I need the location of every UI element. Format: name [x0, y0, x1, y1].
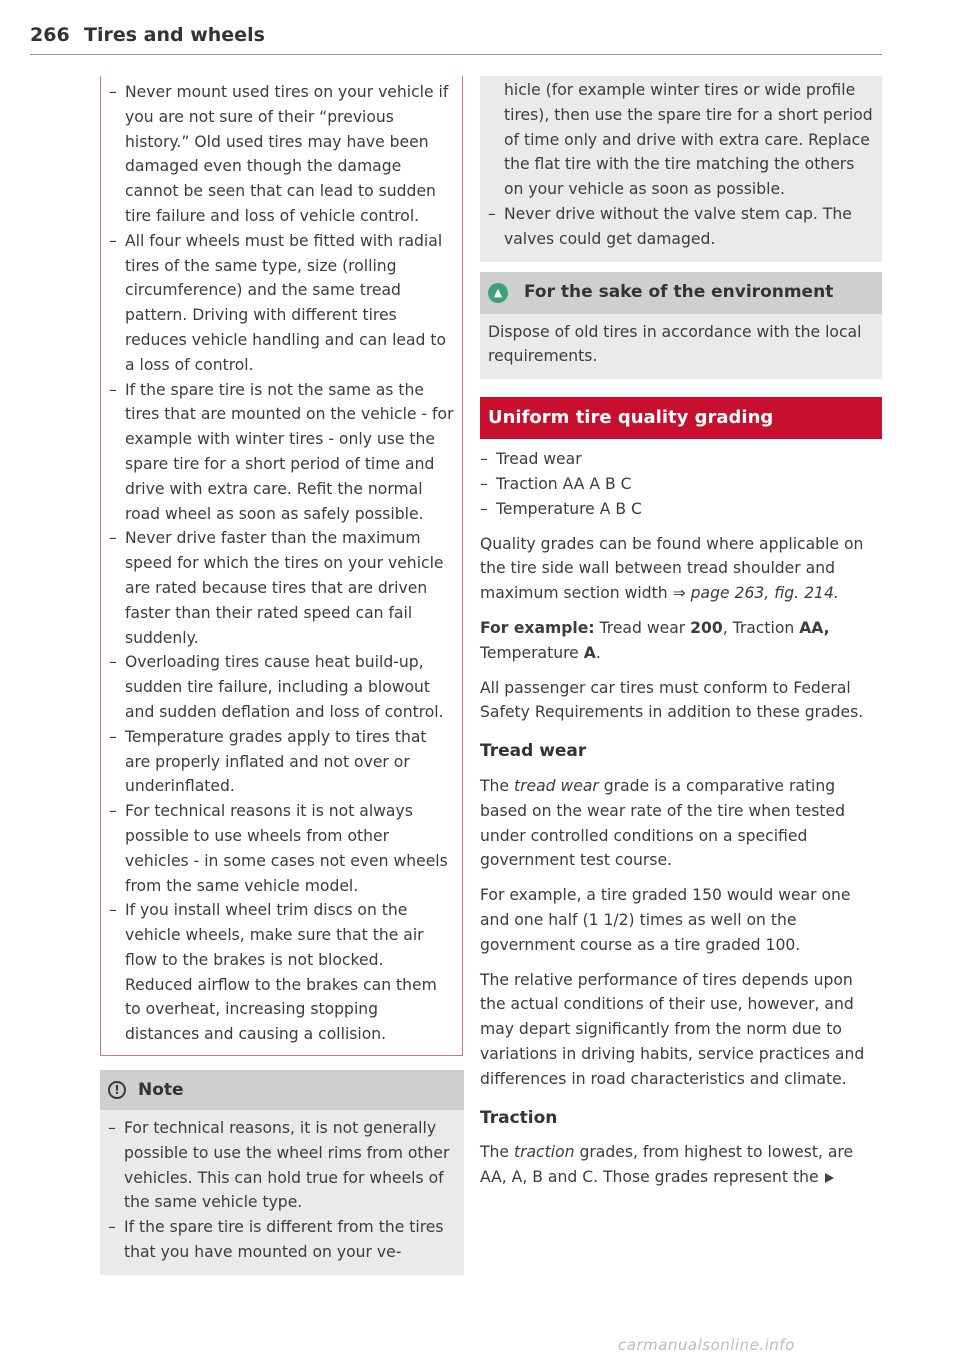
- list-item: – Never drive without the valve stem cap. The valves could get damaged.: [488, 202, 874, 252]
- traction-paragraph: [480, 1140, 882, 1190]
- tread-text: The: [480, 776, 514, 795]
- info-icon: !: [108, 1081, 126, 1099]
- note-header: [100, 1070, 464, 1110]
- quality-text: Quality grades can be found where applicable on the tire side wall between tread shoulder and maximum section width: [480, 534, 864, 603]
- federal-paragraph: All passenger car tires must conform to Federal Safety Requirements in addition to these grades.: [480, 678, 864, 722]
- list-item: – Temperature grades apply to tires that are properly inflated and not over or underinflated.: [109, 725, 454, 799]
- watermark: carmanualsonline.info: [618, 1336, 795, 1354]
- uniform-grading-heading: Uniform tire quality grading: [480, 397, 882, 439]
- note-list-continued: [488, 202, 874, 252]
- environment-leaf-icon: ▲: [488, 283, 508, 303]
- note-body: [100, 1110, 464, 1275]
- list-item: – If the spare tire is different from the tires that you have mounted on your ve-: [108, 1215, 456, 1265]
- list-item: – For technical reasons it is not always possible to use wheels from other vehicles - in some cases not even wheels from the same vehicle model.: [109, 799, 454, 898]
- environment-title: For the sake of the environment: [524, 282, 834, 303]
- right-column: [480, 76, 882, 1190]
- traction-text: grades, from highest to lowest, are AA, A, B and C. Those grades represent the: [480, 1143, 854, 1187]
- list-item: – Tread wear: [480, 447, 882, 472]
- list-item: – All four wheels must be fitted with radial tires of the same type, size (rolling circumference) and the same tread pattern. Driving with different tires reduces vehicle handling and can lead to a loss of control.: [109, 229, 454, 378]
- example-value: A: [583, 643, 596, 662]
- note-continuation: hicle (for example winter tires or wide profile tires), then use the spare tire for a short period of time only and drive with extra care. Replace the flat tire with the tire matching the others on your vehicle as soon as possible.: [504, 81, 873, 199]
- example-value: AA,: [799, 618, 830, 637]
- environment-body: [480, 314, 882, 380]
- note-list: [108, 1116, 456, 1265]
- example-text: Temperature: [480, 643, 584, 662]
- list-item: – Temperature A B C: [480, 497, 882, 522]
- example-text: .: [595, 643, 601, 662]
- example-text: Tread wear: [594, 618, 691, 637]
- tread-text: grade is a comparative rating based on the wear rate of the tire when tested under controlled conditions on a specified government test course.: [480, 776, 845, 870]
- grades-list: [480, 447, 882, 521]
- quality-paragraph: [480, 532, 882, 606]
- example-value: 200: [690, 618, 723, 637]
- warning-list: [109, 80, 454, 1047]
- tread-emphasis: tread wear: [513, 776, 599, 795]
- list-item: – If the spare tire is not the same as the tires that are mounted on the vehicle - for example with winter tires - only use the spare tire for a short period of time and drive with extra care. Refit the normal road wheel as soon as safely possible.: [109, 378, 454, 527]
- tread-paragraph-3: The relative performance of tires depends upon the actual conditions of their use, however, and may depart significantly from the norm due to variations in driving habits, service practices and differences in road characteristics and climate.: [480, 970, 865, 1088]
- page-number: 266: [30, 24, 70, 46]
- section-title: Tires and wheels: [84, 24, 265, 46]
- list-item: – Never drive faster than the maximum speed for which the tires on your vehicle are rated because tires that are driven faster than their rated speed can fail suddenly.: [109, 526, 454, 650]
- example-text: , Traction: [722, 618, 800, 637]
- list-item: – Never mount used tires on your vehicle if you are not sure of their “previous history.” Old used tires may have been damaged even though the damage cannot be seen that can lead to sudden tire failure and loss of vehicle control.: [109, 80, 454, 229]
- note-title: Note: [138, 1079, 184, 1100]
- tread-wear-heading: Tread wear: [480, 741, 587, 762]
- page-header: [30, 24, 882, 55]
- list-item: – For technical reasons, it is not generally possible to use the wheel rims from other vehicles. This can hold true for wheels of the same vehicle type.: [108, 1116, 456, 1215]
- traction-heading: Traction: [480, 1107, 558, 1128]
- tread-paragraph-2: For example, a tire graded 150 would wear one and one half (1 1/2) times as well on the government course as a tire graded 100.: [480, 886, 851, 954]
- warning-box: [100, 76, 463, 1056]
- list-item: – If you install wheel trim discs on the vehicle wheels, make sure that the air flow to the brakes is not blocked. Reduced airflow to the brakes can them to overheat, increasing stopping distances and causing a collision.: [109, 898, 454, 1047]
- environment-text: Dispose of old tires in accordance with the local requirements.: [488, 322, 862, 366]
- example-label: For example:: [480, 618, 595, 637]
- traction-emphasis: traction: [513, 1143, 575, 1162]
- example-paragraph: [480, 616, 882, 666]
- tread-paragraph-1: [480, 774, 882, 873]
- list-item: – Overloading tires cause heat build-up, sudden tire failure, including a blowout and sudden deflation and loss of control.: [109, 650, 454, 724]
- environment-header: [480, 272, 882, 314]
- list-item: – Traction AA A B C: [480, 472, 882, 497]
- traction-text: The: [480, 1143, 514, 1162]
- left-column: [100, 76, 464, 1275]
- continue-arrow-icon: [825, 1173, 834, 1183]
- note-continuation-box: [480, 76, 882, 262]
- page-reference-link[interactable]: ⇒ page 263, fig. 214.: [672, 584, 839, 603]
